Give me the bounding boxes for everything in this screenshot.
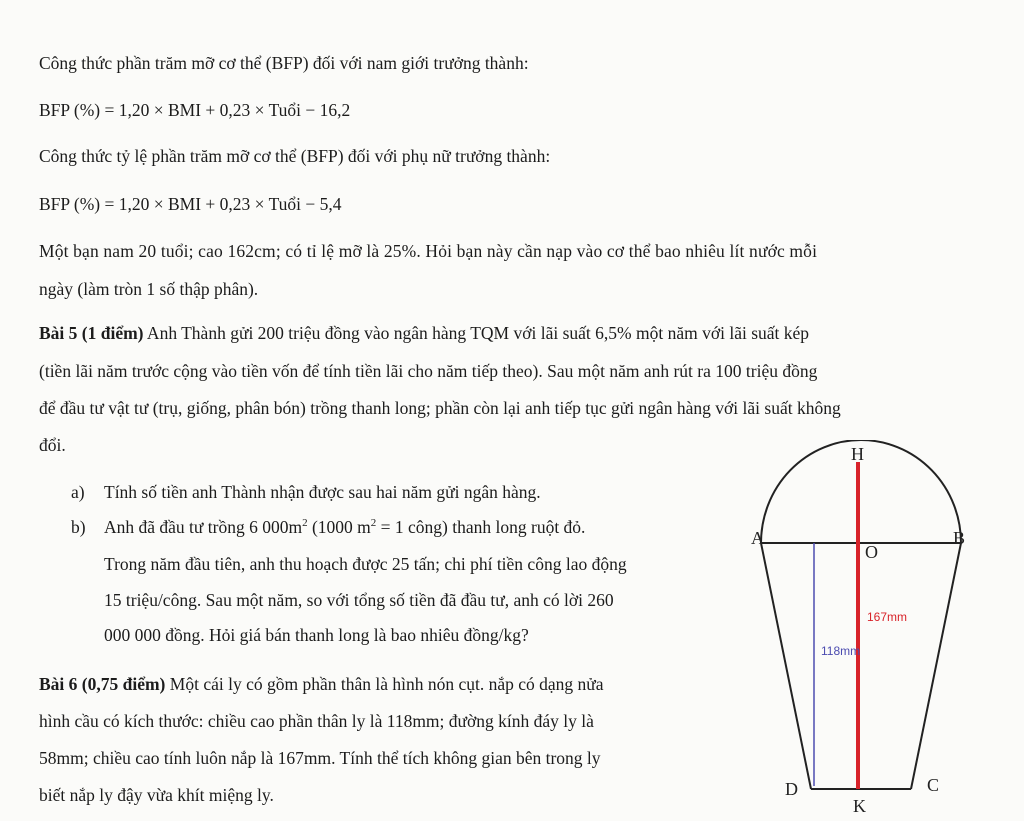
bai5-b-sup1: 2: [302, 517, 308, 529]
bai5-b-line1-start: Anh đã đầu tư trồng 6 000m: [104, 517, 303, 537]
label-o: O: [865, 542, 878, 562]
bai5-b-sup2: 2: [370, 517, 377, 529]
bai5-b-line3: 15 triệu/công. Sau một năm, so với tổng số tiền đã đầu tư, anh có lời 260: [104, 590, 614, 610]
bai6-line4: biết nắp ly đậy vừa khít miệng ly.: [39, 785, 274, 805]
cup-figure: [745, 440, 985, 821]
intro-male-formula: BFP (%) = 1,20 × BMI + 0,23 × Tuổi − 16,2: [39, 100, 351, 120]
bai5-b-line1: [104, 519, 585, 537]
bai5-b-line2: Trong năm đầu tiên, anh thu hoạch được 25 tấn; chi phí tiền công lao động: [104, 554, 627, 574]
intro-male-title: Công thức phần trăm mỡ cơ thể (BFP) đối với nam giới trưởng thành:: [39, 53, 529, 73]
label-a: A: [751, 528, 764, 548]
bai5-b-line1-end: = 1 công) thanh long ruột đỏ.: [376, 517, 586, 537]
bai5-line1: [39, 325, 809, 343]
bai5-line2: (tiền lãi năm trước cộng vào tiền vốn để tính tiền lãi cho năm tiếp theo). Sau một năm anh rút ra 100 triệu đồng: [39, 361, 818, 381]
bai6-line1: [39, 676, 604, 694]
bai6-line3: 58mm; chiều cao tính luôn nắp là 167mm. Tính thể tích không gian bên trong ly: [39, 748, 601, 768]
bai5-b-label: b): [71, 517, 86, 537]
bai5-b-line4: 000 000 đồng. Hỏi giá bán thanh long là bao nhiêu đồng/kg?: [104, 625, 529, 645]
bai5-line4: đổi.: [39, 435, 66, 455]
bai5-line3: để đầu tư vật tư (trụ, giống, phân bón) trồng thanh long; phần còn lại anh tiếp tục gửi ngân hàng với lãi suất không: [39, 398, 841, 418]
cup-side-right: [911, 543, 961, 789]
label-k: K: [853, 796, 866, 816]
bai5-a-text: Tính số tiền anh Thành nhận được sau hai năm gửi ngân hàng.: [104, 482, 541, 502]
bai5-line1-text: Anh Thành gửi 200 triệu đồng vào ngân hàng TQM với lãi suất 6,5% một năm với lãi suất kép: [143, 323, 810, 343]
label-b: B: [953, 528, 966, 548]
bai6-line1-text: Một cái ly có gồm phần thân là hình nón cụt. nắp có dạng nửa: [165, 674, 604, 694]
bai6-line2: hình cầu có kích thước: chiều cao phần thân ly là 118mm; đường kính đáy ly là: [39, 711, 594, 731]
bai6-heading: Bài 6 (0,75 điểm): [39, 674, 166, 694]
dim-total-label: 167mm: [867, 610, 908, 624]
bai5-a-label: a): [71, 482, 85, 502]
cup-side-left: [761, 543, 811, 789]
dim-body-label: 118mm: [821, 644, 861, 658]
label-d: D: [785, 779, 798, 799]
bai5-heading: Bài 5 (1 điểm): [39, 323, 144, 343]
label-c: C: [927, 775, 940, 795]
bai5-b-line1-mid: (1000 m: [307, 517, 371, 537]
intro-question-line1: Một bạn nam 20 tuổi; cao 162cm; có tỉ lệ mỡ là 25%. Hỏi bạn này cần nạp vào cơ thể bao nhiêu lít nước mỗi: [39, 241, 818, 261]
intro-female-title: Công thức tỷ lệ phần trăm mỡ cơ thể (BFP) đối với phụ nữ trưởng thành:: [39, 146, 551, 166]
intro-question-line2: ngày (làm tròn 1 số thập phân).: [39, 279, 259, 299]
label-h: H: [851, 444, 864, 464]
intro-female-formula: BFP (%) = 1,20 × BMI + 0,23 × Tuổi − 5,4: [39, 194, 342, 214]
